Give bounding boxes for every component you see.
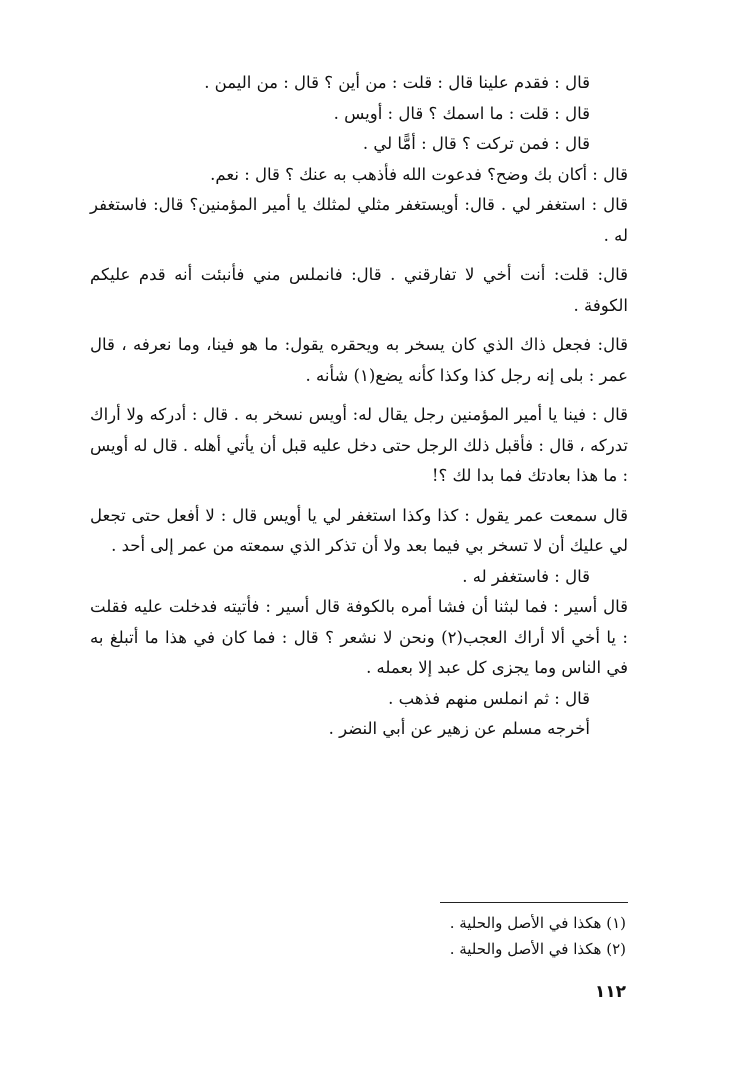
main-text-block: [90, 68, 628, 745]
paragraph-12: قال : ثم انملس منهم فذهب .: [388, 688, 590, 708]
paragraph-5: قال : استغفر لي . قال: أويستغفر مثلي لمثلك يا أمير المؤمنين؟ قال: فاستغفر له .: [90, 195, 628, 245]
paragraph-4: قال : أكان بك وضح؟ فدعوت الله فأذهب به عنك ؟ قال : نعم.: [210, 164, 628, 184]
footnote-2: (٢) هكذا في الأصل والحلية .: [449, 940, 626, 958]
paragraph-9: قال سمعت عمر يقول : كذا وكذا استغفر لي يا أويس قال : لا أفعل حتى تجعل لي عليك أن لا تسخر بي فيما بعد ولا أن تذكر الذي سمعته من عمر إلى أحد .: [90, 505, 628, 555]
paragraph-11: قال أسير : فما لبثنا أن فشا أمره بالكوفة قال أسير : فأتيته فدخلت عليه فقلت : يا أخي ألا أراك العجب(٢) ونحن لا نشعر ؟ قال : فما كان في هذا ما أتبلغ به في الناس وما يجزى كل عبد إلا بعمله .: [90, 597, 628, 677]
footnote-divider: [440, 902, 628, 903]
paragraph-8: قال : فينا يا أمير المؤمنين رجل يقال له: أويس نسخر به . قال : أدركه ولا أراك تدركه ، قال : فأقبل ذلك الرجل حتى دخل عليه قبل أن يأتي أهله . قال له أويس : ما هذا بعادتك فما بدا لك ؟!: [90, 405, 628, 485]
paragraph-6: قال: قلت: أنت أخي لا تفارقني . قال: فانملس مني فأنبئت أنه قدم عليكم الكوفة .: [90, 265, 628, 315]
footnotes: [300, 910, 626, 962]
paragraph-10: قال : فاستغفر له .: [462, 566, 590, 586]
page-number: ١١٢: [594, 982, 626, 1002]
paragraph-13: أخرجه مسلم عن زهير عن أبي النضر .: [328, 719, 590, 738]
paragraph-7: قال: فجعل ذاك الذي كان يسخر به ويحقره يقول: ما هو فينا، وما نعرفه ، قال عمر : بلى إنه رجل كذا وكذا كأنه يضع(١) شأنه .: [90, 335, 628, 385]
paragraph-2: قال : قلت : ما اسمك ؟ قال : أويس .: [333, 103, 590, 123]
paragraph-3: قال : فمن تركت ؟ قال : أمًّا لي .: [362, 134, 590, 153]
paragraph-1: قال : فقدم علينا قال : قلت : من أين ؟ قال : من اليمن .: [204, 73, 590, 92]
footnote-1: (١) هكذا في الأصل والحلية .: [449, 914, 626, 932]
